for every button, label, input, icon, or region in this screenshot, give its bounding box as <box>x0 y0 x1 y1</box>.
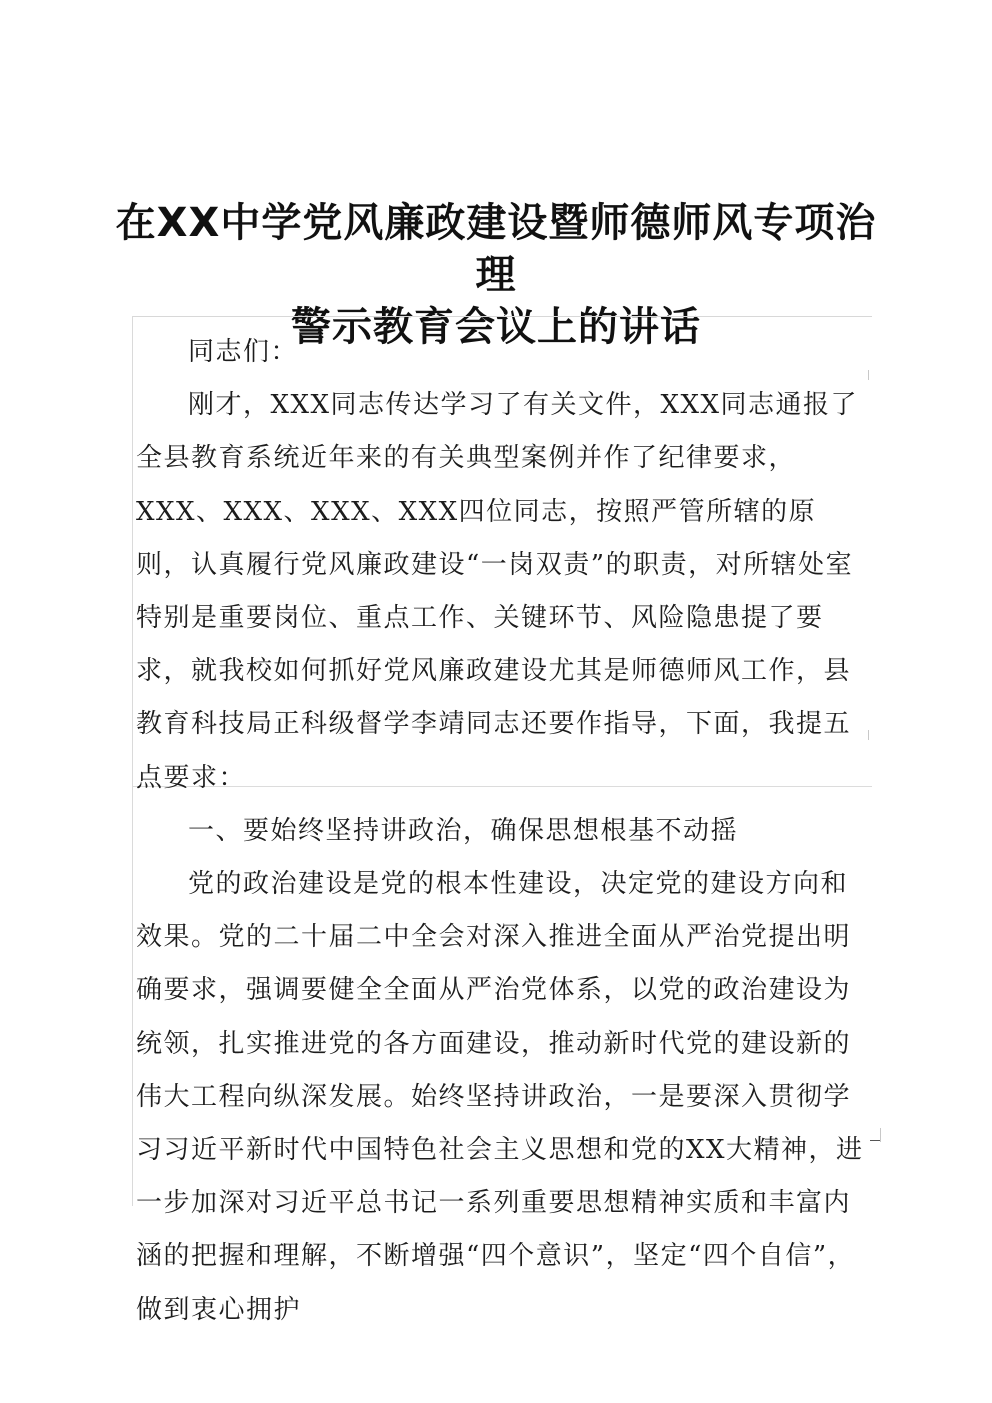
title-line-1: 在XX中学党风廉政建设暨师德师风专项治理 <box>115 199 877 298</box>
salutation: 同志们： <box>188 337 299 367</box>
title-line-2: 警示教育会议上的讲话 <box>291 303 701 350</box>
margin-mark <box>868 370 869 380</box>
margin-mark <box>880 1128 881 1142</box>
body-paragraph: 刚才，XXX同志传达学习了有关文件，XXX同志通报了全县教育系统近年来的有关典型案例并作了纪律要求，XXX、XXX、XXX、XXX四位同志，按照严管所辖的原则，认真履行党风廉政建设“一岗双责”的职责，对所辖处室特别是重要岗位、重点工作、关键环节、风险隐患提了要求，就我校如何抓好党风廉政建设尤其是师德师风工作，县教育科技局正科级督学李靖同志还要作指导，下面，我提五点要求： <box>136 390 859 793</box>
frame-top-border <box>132 316 872 317</box>
section-heading: 一、要始终坚持讲政治，确保思想根基不动摇 <box>188 815 739 846</box>
body-paragraph: 党的政治建设是党的根本性建设，决定党的建设方向和效果。党的二十届二中全会对深入推进全面从严治党提出明确要求，强调要健全全面从严治党体系，以党的政治建设为统领，扎实推进党的各方面建设，推动新时代党的建设新的伟大工程向纵深发展。始终坚持讲政治，一是要深入贯彻学习习近平新时代中国特色社会主义思想和党的XX大精神，进一步加深对习近平总书记一系列重要思想精神实质和丰富内涵的把握和理解，不断增强“四个意识”，坚定“四个自信”，做到衷心拥护 <box>136 869 864 1325</box>
margin-mark <box>868 730 869 740</box>
margin-mark <box>870 1140 880 1141</box>
frame-left-border <box>132 316 133 1206</box>
document-body <box>136 326 866 1337</box>
